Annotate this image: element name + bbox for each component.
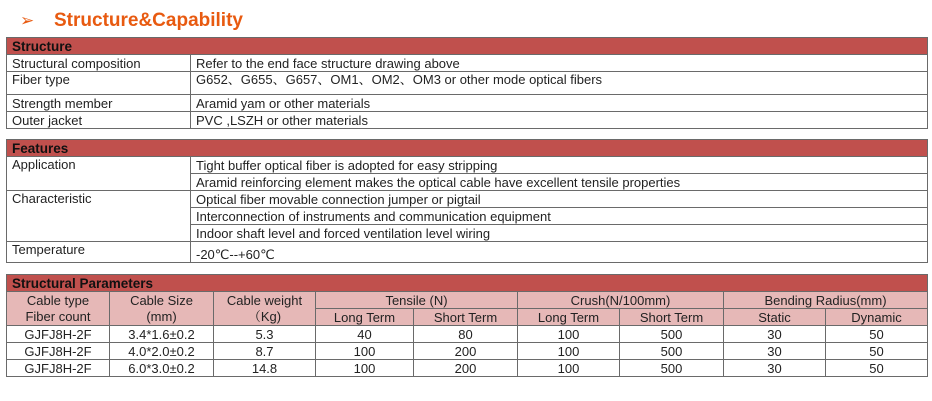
sub-bend-static: Static bbox=[724, 309, 826, 326]
sub-tensile-long: Long Term bbox=[316, 309, 414, 326]
table-row bbox=[7, 112, 928, 129]
col-cable-weight-unit: （Kg) bbox=[247, 308, 282, 324]
table-row bbox=[7, 343, 928, 360]
temperature-value: -20℃--+60℃ bbox=[191, 242, 928, 263]
cell-crush-long: 100 bbox=[518, 326, 620, 343]
cell-type: GJFJ8H-2F bbox=[7, 326, 110, 343]
cell-tensile-long: 40 bbox=[316, 326, 414, 343]
application-label: Application bbox=[7, 157, 191, 191]
col-cable-type bbox=[7, 292, 110, 326]
col-cable-weight bbox=[214, 292, 316, 326]
table-row bbox=[7, 191, 928, 208]
structure-value: G652、G655、G657、OM1、OM2、OM3 or other mode optical fibers bbox=[191, 72, 928, 95]
sub-crush-long: Long Term bbox=[518, 309, 620, 326]
structure-label: Strength member bbox=[7, 95, 191, 112]
sub-crush-short: Short Term bbox=[620, 309, 724, 326]
col-bending: Bending Radius(mm) bbox=[724, 292, 928, 309]
structure-value: Aramid yam or other materials bbox=[191, 95, 928, 112]
structure-value: Refer to the end face structure drawing above bbox=[191, 55, 928, 72]
col-cable-size bbox=[110, 292, 214, 326]
structural-parameters-table bbox=[6, 274, 928, 377]
structure-label: Outer jacket bbox=[7, 112, 191, 129]
col-cable-weight-label: Cable weight bbox=[226, 292, 303, 308]
cell-bend-static: 30 bbox=[724, 326, 826, 343]
params-header: Structural Parameters bbox=[7, 275, 928, 292]
cell-crush-short: 500 bbox=[620, 360, 724, 377]
table-row bbox=[7, 326, 928, 343]
characteristic-value: Optical fiber movable connection jumper or pigtail bbox=[191, 191, 928, 208]
cell-tensile-long: 100 bbox=[316, 343, 414, 360]
features-table bbox=[6, 139, 928, 263]
cell-crush-short: 500 bbox=[620, 326, 724, 343]
cell-size: 6.0*3.0±0.2 bbox=[110, 360, 214, 377]
cell-crush-long: 100 bbox=[518, 343, 620, 360]
section-title bbox=[20, 9, 243, 33]
table-row bbox=[7, 360, 928, 377]
features-header: Features bbox=[7, 140, 928, 157]
cell-bend-static: 30 bbox=[724, 343, 826, 360]
col-cable-type-label: Cable type bbox=[26, 292, 90, 308]
table-row bbox=[7, 95, 928, 112]
structure-value: PVC ,LSZH or other materials bbox=[191, 112, 928, 129]
sub-bend-dynamic: Dynamic bbox=[826, 309, 928, 326]
table-row bbox=[7, 55, 928, 72]
structure-label: Structural composition bbox=[7, 55, 191, 72]
characteristic-value: Interconnection of instruments and communication equipment bbox=[191, 208, 928, 225]
characteristic-label: Characteristic bbox=[7, 191, 191, 242]
cell-type: GJFJ8H-2F bbox=[7, 343, 110, 360]
col-crush: Crush(N/100mm) bbox=[518, 292, 724, 309]
cell-crush-long: 100 bbox=[518, 360, 620, 377]
application-value: Aramid reinforcing element makes the optical cable have excellent tensile properties bbox=[191, 174, 928, 191]
table-row bbox=[7, 72, 928, 95]
cell-crush-short: 500 bbox=[620, 343, 724, 360]
col-fiber-count-label: Fiber count bbox=[25, 308, 91, 324]
cell-tensile-long: 100 bbox=[316, 360, 414, 377]
table-row bbox=[7, 242, 928, 263]
section-title-text: Structure&Capability bbox=[54, 10, 243, 31]
cell-weight: 8.7 bbox=[214, 343, 316, 360]
cell-tensile-short: 200 bbox=[414, 343, 518, 360]
characteristic-value: Indoor shaft level and forced ventilation level wiring bbox=[191, 225, 928, 242]
cell-weight: 14.8 bbox=[214, 360, 316, 377]
cell-bend-dynamic: 50 bbox=[826, 360, 928, 377]
cell-tensile-short: 80 bbox=[414, 326, 518, 343]
application-value: Tight buffer optical fiber is adopted for easy stripping bbox=[191, 157, 928, 174]
cell-bend-dynamic: 50 bbox=[826, 343, 928, 360]
temperature-label: Temperature bbox=[7, 242, 191, 263]
cell-weight: 5.3 bbox=[214, 326, 316, 343]
col-cable-size-label: Cable Size bbox=[130, 292, 193, 308]
table-row bbox=[7, 157, 928, 174]
col-cable-size-unit: (mm) bbox=[146, 308, 177, 324]
structure-label: Fiber type bbox=[7, 72, 191, 95]
structure-header: Structure bbox=[7, 38, 928, 55]
cell-size: 3.4*1.6±0.2 bbox=[110, 326, 214, 343]
structure-table bbox=[6, 37, 928, 129]
arrow-bullet-icon: ➢ bbox=[20, 11, 35, 31]
cell-size: 4.0*2.0±0.2 bbox=[110, 343, 214, 360]
cell-tensile-short: 200 bbox=[414, 360, 518, 377]
col-tensile: Tensile (N) bbox=[316, 292, 518, 309]
cell-bend-static: 30 bbox=[724, 360, 826, 377]
sub-tensile-short: Short Term bbox=[414, 309, 518, 326]
cell-type: GJFJ8H-2F bbox=[7, 360, 110, 377]
cell-bend-dynamic: 50 bbox=[826, 326, 928, 343]
